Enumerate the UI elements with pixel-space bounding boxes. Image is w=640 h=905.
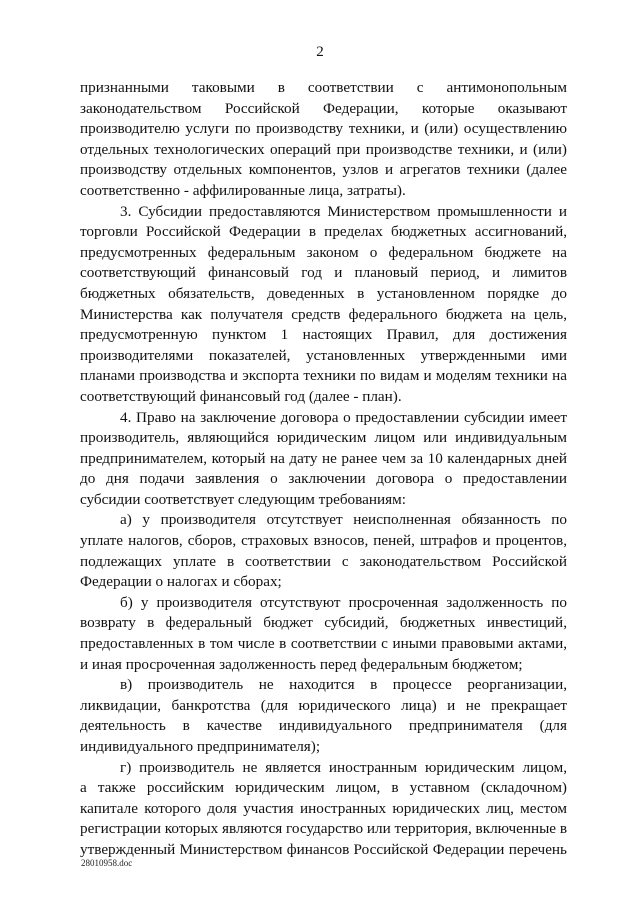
text-line: планами производства и экспорта техники по видам и моделям техники на [80, 367, 567, 385]
footer-file-name: 28010958.doc [81, 858, 133, 868]
text-line: б) у производителя отсутствуют просроченная задолженность по [120, 593, 567, 611]
text-line: отдельных технологических операций при производстве техники, и (или) [80, 140, 567, 158]
text-line: капитале которого доля участия иностранных юридических лиц, местом [80, 799, 567, 817]
text-line: соответственно - аффилированные лица, затраты). [80, 181, 406, 199]
text-line: предоставленных в том числе в соответствии с иными правовыми актами, [80, 635, 567, 653]
text-line: соответствующий финансовый год (далее - план). [80, 387, 402, 405]
text-line: в) производитель не находится в процессе реорганизации, [120, 676, 567, 694]
text-line: и иная просроченная задолженность перед федеральным бюджетом; [80, 655, 523, 673]
text-line: предусмотренную пунктом 1 настоящих Правил, для достижения [80, 326, 567, 344]
text-line: возврату в федеральный бюджет субсидий, бюджетных инвестиций, [80, 614, 567, 632]
text-line: субсидии соответствует следующим требованиям: [80, 490, 406, 508]
text-line: производителями показателей, установленных утвержденными ими [80, 346, 567, 364]
text-line: 3. Субсидии предоставляются Министерством промышленности и [120, 202, 567, 220]
text-line: соответствующий финансовый год и плановый период, и лимитов [80, 264, 567, 282]
text-line: предусмотренных федеральным законом о федеральном бюджете на [80, 243, 567, 261]
text-line: ликвидации, банкротства (для юридического лица) и не прекращает [80, 696, 567, 714]
text-line: индивидуального предпринимателя); [80, 738, 321, 755]
text-line: 4. Право на заключение договора о предоставлении субсидии имеет [120, 408, 567, 426]
text-line: Министерства как получателя средств федерального бюджета на цель, [80, 305, 567, 323]
text-line: признанными таковыми в соответствии с антимонопольным [80, 79, 567, 96]
text-line: регистрации которых являются государство или территория, включенные в [80, 820, 567, 838]
text-line: а также российским юридическим лицом, в уставном (складочном) [80, 779, 567, 797]
text-line: бюджетных обязательств, доведенных в установленном порядке до [80, 284, 567, 302]
text-line: утвержденный Министерством финансов Российской Федерации перечень [80, 840, 567, 858]
text-line: законодательством Российской Федерации, которые оказывают [80, 99, 567, 117]
text-line: деятельность в качестве индивидуального предпринимателя (для [80, 717, 567, 735]
text-line: производитель, являющийся юридическим лицом или индивидуальным [80, 429, 567, 447]
text-line: предпринимателем, который на дату не ранее чем за 10 календарных дней [80, 449, 567, 467]
page-number: 2 [316, 44, 324, 60]
text-line: до дня подачи заявления о заключении договора о предоставлении [80, 470, 567, 488]
text-line: а) у производителя отсутствует неисполненная обязанность по [120, 511, 567, 529]
text-line: уплате налогов, сборов, страховых взносов, пеней, штрафов и процентов, [80, 532, 567, 550]
text-line: производству отдельных компонентов, узлов и агрегатов техники (далее [80, 161, 567, 179]
text-line: торговли Российской Федерации в пределах бюджетных ассигнований, [80, 223, 567, 241]
document-body [80, 78, 567, 861]
text-line: Федерации о налогах и сборах; [80, 573, 282, 591]
text-line: г) производитель не является иностранным юридическим лицом, [120, 758, 567, 776]
text-line: подлежащих уплате в соответствии с законодательством Российской [80, 552, 567, 570]
text-line: производителю услуги по производству техники, и (или) осуществлению [80, 120, 567, 138]
